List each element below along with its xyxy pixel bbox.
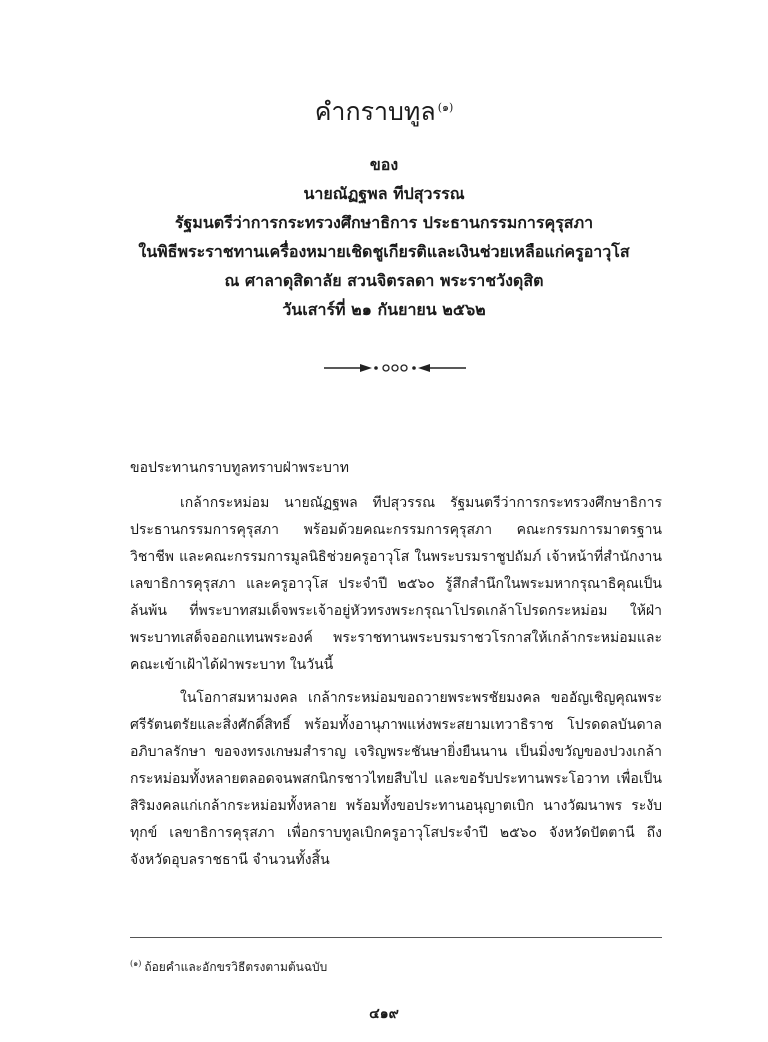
paragraph-1: เกล้ากระหม่อม นายณัฏฐพล ทีปสุวรรณ รัฐมนตรีว่าการกระทรวงศึกษาธิการ ประธานกรรมการคุรุสภา พร้อมด้วยคณะกรรมการคุรุสภา คณะกรรมการมาตรฐานวิชาชีพ และคณะกรรมการมูลนิธิช่วยครูอาวุโส ในพระบรมราชูปถัมภ์ เจ้าหน้าที่สำนักงานเลขาธิการคุรุสภา และครูอาวุโส ประจำปี ๒๕๖๐ รู้สึกสำนึกในพระมหากรุณาธิคุณเป็นล้นพ้น ที่พระบาทสมเด็จพระเจ้าอยู่หัวทรงพระกรุณาโปรดเกล้าโปรดกระหม่อม ให้ฝ่าพระบาทเสด็จออกแทนพระองค์ พระราชทานพระบรมราชวโรกาสให้เกล้ากระหม่อมและคณะเข้าเฝ้าได้ฝ่าพระบาท ในวันนี้ xyxy=(130,495,662,673)
document-title xyxy=(0,92,768,132)
footnote-marker: (๑) xyxy=(130,959,142,968)
footnote-separator xyxy=(130,937,662,938)
speech-body xyxy=(130,455,662,874)
heading-line-venue: ณ ศาลาดุสิดาลัย สวนจิตรลดา พระราชวังดุสิต xyxy=(224,271,544,290)
heading-block xyxy=(0,150,768,324)
heading-line-speaker: นายณัฏฐพล ทีปสุวรรณ xyxy=(303,184,465,203)
title-text: คำกราบทูล xyxy=(314,97,436,126)
heading-line-ceremony: ในพิธีพระราชทานเครื่องหมายเชิดชูเกียรติและเงินช่วยเหลือแก่ครูอาวุโส xyxy=(138,242,630,261)
footnote-text: ถ้อยคำและอักขรวิธีตรงตามต้นฉบับ xyxy=(144,960,328,974)
title-footnote-marker: (๑) xyxy=(437,100,454,114)
heading-line-position: รัฐมนตรีว่าการกระทรวงศึกษาธิการ ประธานกรรมการคุรุสภา xyxy=(174,213,594,232)
heading-line-of: ของ xyxy=(369,155,399,174)
page-number: ๔๑๙ xyxy=(369,1006,399,1022)
salutation: ขอประทานกราบทูลทราบฝ่าพระบาท xyxy=(130,460,349,476)
heading-line-date: วันเสาร์ที่ ๒๑ กันยายน ๒๕๖๒ xyxy=(282,300,486,319)
footnote xyxy=(130,958,327,976)
ornament-divider-icon xyxy=(322,361,468,375)
paragraph-2: ในโอกาสมหามงคล เกล้ากระหม่อมขอถวายพระพรชัยมงคล ขออัญเชิญคุณพระศรีรัตนตรัยและสิ่งศักดิ์สิทธิ์ พร้อมทั้งอานุภาพแห่งพระสยามเทวาธิราช โปรดดลบันดาลอภิบาลรักษา ขอจงทรงเกษมสำราญ เจริญพระชันษายิ่งยืนนาน เป็นมิ่งขวัญของปวงเกล้ากระหม่อมทั้งหลายตลอดจนพสกนิกรชาวไทยสืบไป และขอรับประทานพระโอวาท เพื่อเป็นสิริมงคลแก่เกล้ากระหม่อมทั้งหลาย พร้อมทั้งขอประทานอนุญาตเบิก นางวัฒนาพร ระงับทุกข์ เลขาธิการคุรุสภา เพื่อกราบทูลเบิกครูอาวุโสประจำปี ๒๕๖๐ จังหวัดปัตตานี ถึงจังหวัดอุบลราชธานี จำนวนทั้งสิ้น xyxy=(130,690,662,868)
